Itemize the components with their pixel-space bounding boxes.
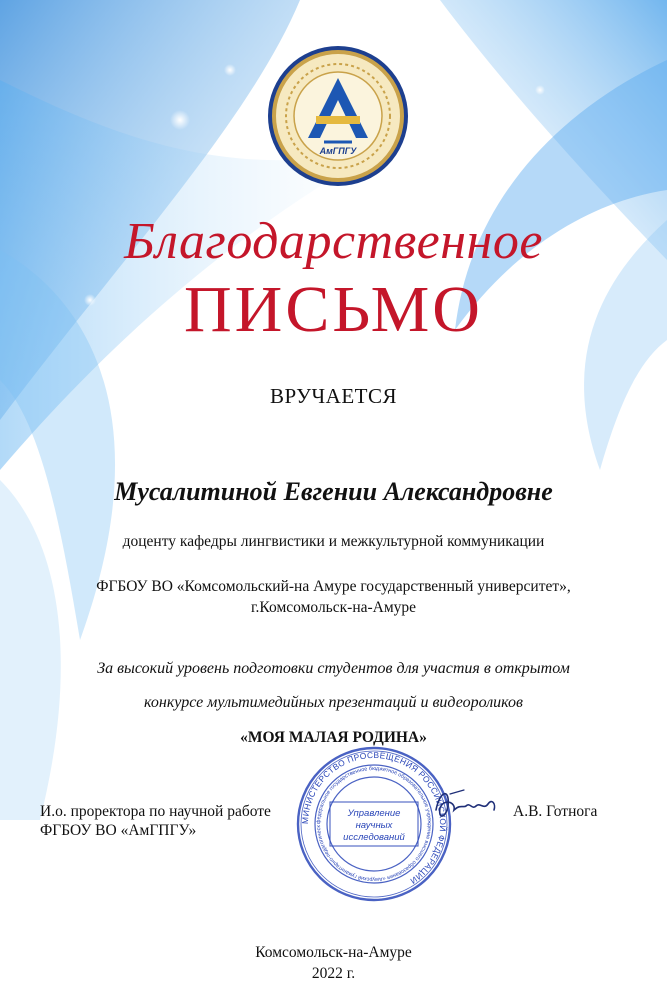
footer-year: 2022 г. <box>311 965 356 982</box>
recipient-name: Мусалитиной Евгении Александровне <box>114 477 553 506</box>
reason-line1: За высокий уровень подготовки студентов для участия в открытом <box>97 660 570 677</box>
awarded-label: ВРУЧАЕТСЯ <box>269 384 397 408</box>
stamp-center-line3: исследований <box>343 832 405 843</box>
title-script-line: Благодарственное <box>124 213 543 270</box>
signatory-name: А.В. Готнога <box>513 803 598 820</box>
signatory-role-line1: И.о. проректора по научной работе <box>40 803 271 820</box>
reason-line2: конкурсе мультимедийных презентаций и видеороликов <box>144 694 523 711</box>
handwritten-signature <box>430 780 508 830</box>
recipient-position: доценту кафедры лингвистики и межкультурной коммуникации <box>122 533 545 550</box>
stamp-outer-ring-text: МИНИСТЕРСТВО ПРОСВЕЩЕНИЯ РОССИЙСКОЙ ФЕДЕРАЦИИ <box>299 749 449 887</box>
recipient-organization-line1: ФГБОУ ВО «Комсомольский-на Амуре государственный университет», <box>96 578 571 595</box>
contest-name: «МОЯ МАЛАЯ РОДИНА» <box>240 729 427 746</box>
footer-city: Комсомольск-на-Амуре <box>255 944 412 961</box>
title-caps-line: ПИСЬМО <box>184 273 483 346</box>
logo-text: АмГПГУ <box>319 146 357 156</box>
stamp-center-line2: научных <box>355 820 393 831</box>
signatory-role-line2: ФГБОУ ВО «АмГПГУ» <box>40 822 197 839</box>
recipient-organization-line2: г.Комсомольск-на-Амуре <box>250 599 417 616</box>
stamp-inner-ring-text: федеральное государственное бюджетное образовательное учреждение высшего образования «Амурский гуманитарно-педагогическ <box>315 765 433 883</box>
stamp-center-line1: Управление <box>347 808 401 819</box>
university-medal-logo <box>264 42 412 190</box>
